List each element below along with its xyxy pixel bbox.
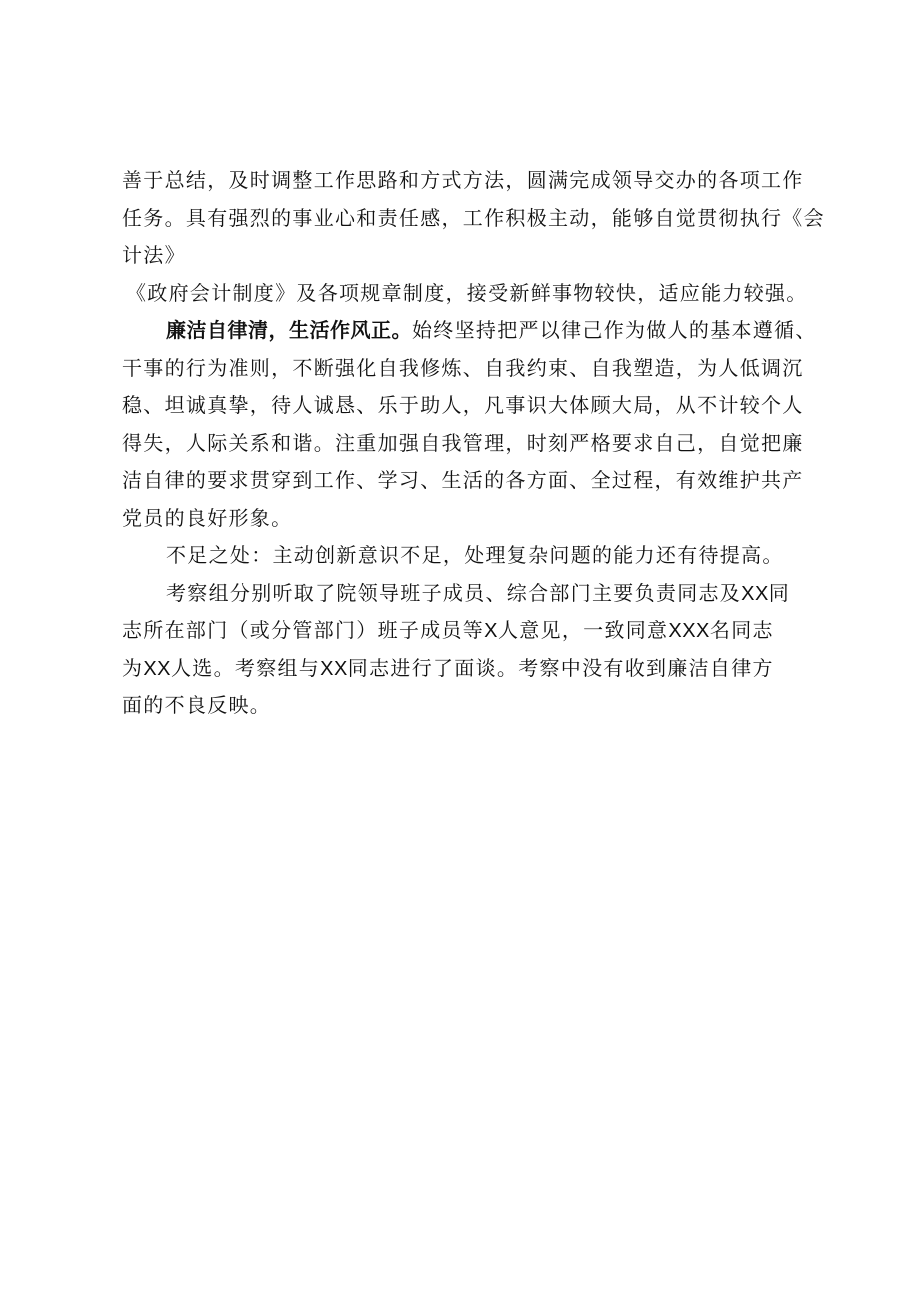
text-fragment: 同志进行了面谈。考察中没有收到廉洁自律方 bbox=[347, 655, 774, 680]
paragraph-heading: 廉洁自律清，生活作风正。 bbox=[166, 318, 412, 342]
document-body bbox=[122, 168, 825, 733]
text-line: 计法》 bbox=[122, 243, 186, 267]
text-fragment: 为 bbox=[122, 655, 144, 680]
placeholder-name: XX bbox=[320, 657, 348, 680]
inspection-line bbox=[122, 655, 822, 680]
text-fragment: 同 bbox=[768, 580, 791, 605]
text-line: 善于总结，及时调整工作思路和方式方法，圆满完成领导交办的各项工作 bbox=[122, 168, 804, 192]
text-line: 干事的行为准则，不断强化自我修炼、自我约束、自我塑造，为人低调沉 bbox=[122, 355, 804, 380]
text-line: 稳、坦诚真挚，待人诚恳、乐于助人，凡事识大体顾大局，从不计较个人 bbox=[122, 393, 804, 417]
integrity-paragraph-first-line bbox=[122, 320, 822, 341]
placeholder-name: XX bbox=[741, 582, 769, 605]
shortcomings-paragraph: 不足之处：主动创新意识不足，处理复杂问题的能力还有待提高。 bbox=[166, 543, 784, 567]
text-line: 任务。具有强烈的事业心和责任感，工作积极主动，能够自觉贯彻执行《会 bbox=[122, 205, 825, 230]
placeholder-name: XX bbox=[143, 657, 171, 680]
placeholder-name: XXX bbox=[668, 620, 710, 642]
inspection-line: 面的不良反映。 bbox=[122, 693, 272, 717]
text-line: 洁自律的要求贯穿到工作、学习、生活的各方面、全过程，有效维护共产 bbox=[122, 468, 804, 492]
text-line: 党员的良好形象。 bbox=[122, 505, 293, 530]
text-fragment: 始终坚持把严以律己作为做人的基本遵循、 bbox=[412, 318, 817, 342]
text-fragment: 人意见，一致同意 bbox=[497, 618, 669, 642]
text-fragment: 志所在部门（或分管部门）班子成员等 bbox=[122, 618, 485, 642]
text-line: 《政府会计制度》及各项规章制度，接受新鲜事物较快，适应能力较强。 bbox=[126, 280, 808, 305]
inspection-line bbox=[122, 620, 822, 641]
inspection-line bbox=[122, 580, 822, 605]
text-fragment: 人选。考察组与 bbox=[171, 655, 321, 680]
text-fragment: 名同志 bbox=[709, 618, 774, 642]
text-fragment: 考察组分别听取了院领导班子成员、综合部门主要负责同志及 bbox=[166, 580, 742, 605]
text-line: 得失，人际关系和谐。注重加强自我管理，时刻严格要求自己，自觉把廉 bbox=[122, 430, 804, 455]
placeholder-count: X bbox=[484, 620, 498, 642]
